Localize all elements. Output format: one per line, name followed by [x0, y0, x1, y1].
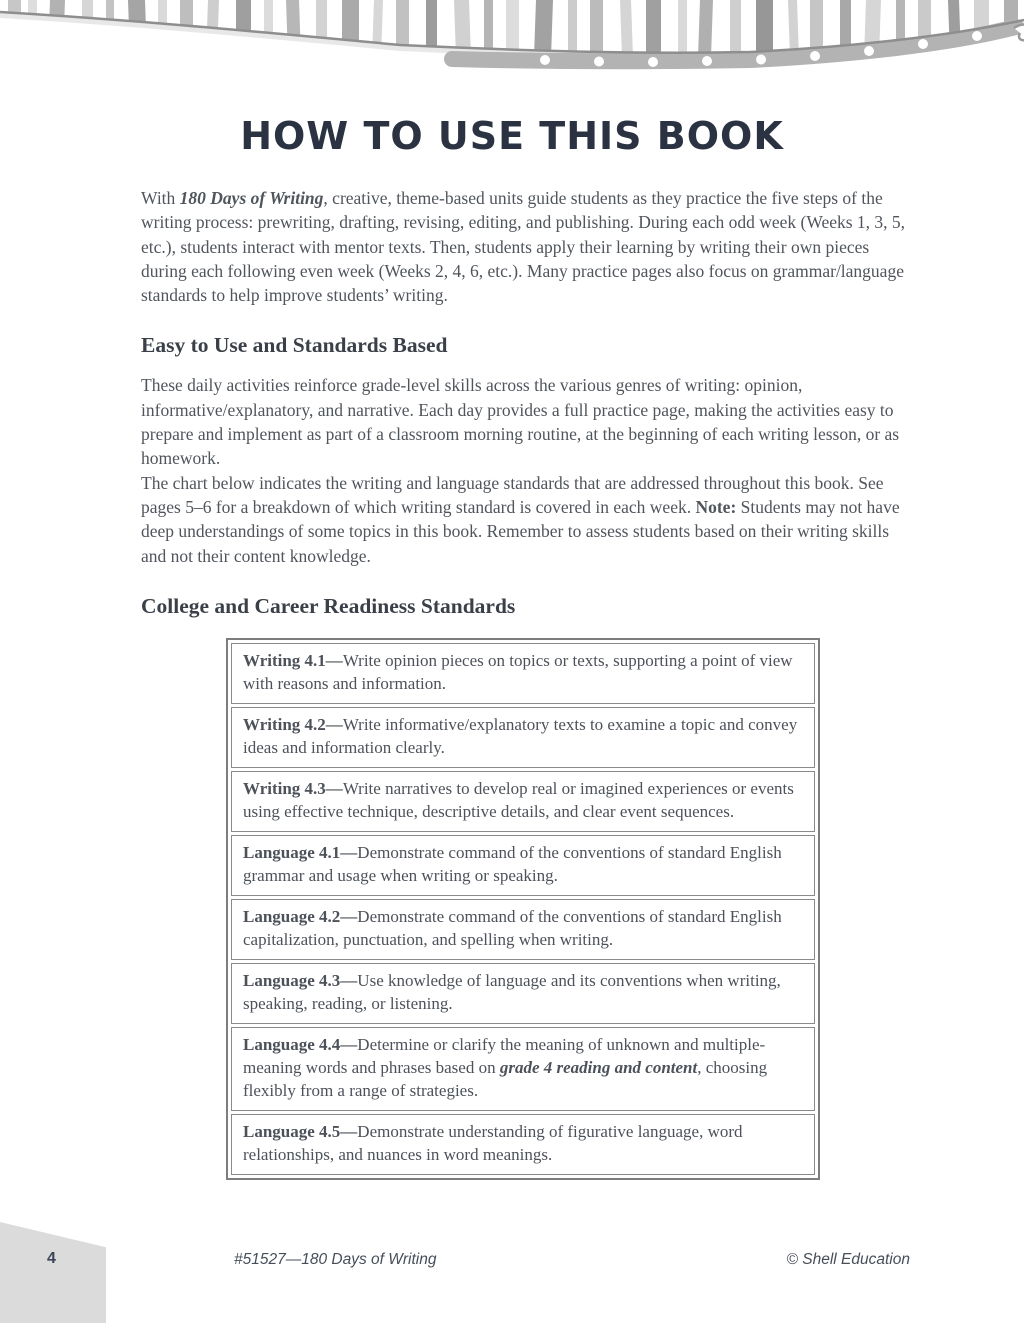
standards-table-row — [231, 707, 815, 768]
bold-text-segment: Language 4.1— — [243, 842, 358, 862]
standards-table-row — [231, 771, 815, 832]
bold-text-segment: grade 4 reading and content — [499, 1057, 698, 1077]
text-segment: Demonstrate command of the conventions of standard English grammar and usage when writing or speaking. — [243, 842, 782, 885]
standards-table-row — [231, 899, 815, 960]
text-segment: Students may not have deep understandings of some topics in this book. Remember to assess students based on their writing skills and not their content knowledge. — [141, 496, 900, 566]
heading-easy-to-use: Easy to Use and Standards Based — [141, 333, 448, 358]
page-title: HOW TO USE THIS BOOK — [240, 114, 784, 158]
standard-cell — [231, 1027, 815, 1111]
bold-text-segment: Language 4.4— — [243, 1034, 358, 1054]
bold-text-segment: 180 Days of Writing — [179, 188, 324, 208]
standards-table-row — [231, 1027, 815, 1111]
chart-note-paragraph — [141, 471, 907, 568]
bold-text-segment: Writing 4.3— — [243, 778, 343, 798]
corner-tab-decoration — [0, 1222, 106, 1323]
standards-table-row — [231, 963, 815, 1024]
text-segment: Write informative/explanatory texts to examine a topic and convey ideas and information clearly. — [243, 714, 798, 757]
text-segment: With — [141, 188, 180, 208]
standards-table-row — [231, 835, 815, 896]
bold-text-segment: Language 4.5— — [243, 1121, 358, 1141]
easy-paragraph — [141, 373, 907, 470]
footer-book-id: #51527—180 Days of Writing — [234, 1251, 437, 1268]
standard-cell — [231, 707, 815, 768]
bold-text-segment: Language 4.3— — [243, 970, 358, 990]
standard-cell — [231, 1114, 815, 1175]
bold-text-segment: Writing 4.2— — [243, 714, 343, 734]
text-segment: These daily activities reinforce grade-level skills across the various genres of writing: opinion, informative/explanatory, and narrative. Each day provides a full practice page, making the activities easy to prepare and implement as part of a classroom morning routine, at the beginning of each writing lesson, or as homework. — [141, 375, 900, 469]
standards-table-body — [231, 643, 815, 1175]
standards-table-row — [231, 1114, 815, 1175]
standard-cell — [231, 771, 815, 832]
text-segment: Demonstrate command of the conventions of standard English capitalization, punctuation, and spelling when writing. — [243, 906, 782, 949]
text-segment: Write opinion pieces on topics or texts, supporting a point of view with reasons and information. — [243, 650, 793, 693]
text-segment: , choosing flexibly from a range of strategies. — [243, 1057, 768, 1100]
standard-cell — [231, 899, 815, 960]
bold-text-segment: Writing 4.1— — [243, 650, 343, 670]
bold-text-segment: Language 4.2— — [243, 906, 358, 926]
text-segment: Write narratives to develop real or imagined experiences or events using effective technique, descriptive details, and clear event sequences. — [243, 778, 794, 821]
standard-cell — [231, 963, 815, 1024]
standard-cell — [231, 643, 815, 704]
page-number: 4 — [47, 1250, 56, 1267]
standard-cell — [231, 835, 815, 896]
content-column — [141, 186, 907, 1180]
text-segment: Determine or clarify the meaning of unknown and multiple-meaning words and phrases based on — [243, 1034, 766, 1077]
standards-table — [226, 638, 820, 1180]
text-segment: The chart below indicates the writing and language standards that are addressed throughout this book. See pages 5–6 for a breakdown of which writing standard is covered in each week. — [141, 472, 884, 517]
text-segment: Demonstrate understanding of figurative language, word relationships, and nuances in word meanings. — [243, 1121, 743, 1164]
text-segment: , creative, theme-based units guide students as they practice the five steps of the writing process: prewriting, drafting, revising, editing, and publishing. During each odd week (Weeks 1, 3, 5, etc.), students interact with mentor texts. Then, students apply their learning by writing their own pieces during each following even week (Weeks 2, 4, 6, etc.). Many practice pages also focus on grammar/language standards to help improve students’ writing. — [141, 188, 906, 306]
bold-text-segment: Note: — [695, 496, 737, 517]
heading-standards: College and Career Readiness Standards — [141, 593, 516, 618]
footer-publisher: © Shell Education — [786, 1251, 910, 1268]
standards-table-row — [231, 643, 815, 704]
intro-paragraph — [141, 186, 907, 307]
text-segment: Use knowledge of language and its conventions when writing, speaking, reading, or listening. — [243, 970, 781, 1013]
